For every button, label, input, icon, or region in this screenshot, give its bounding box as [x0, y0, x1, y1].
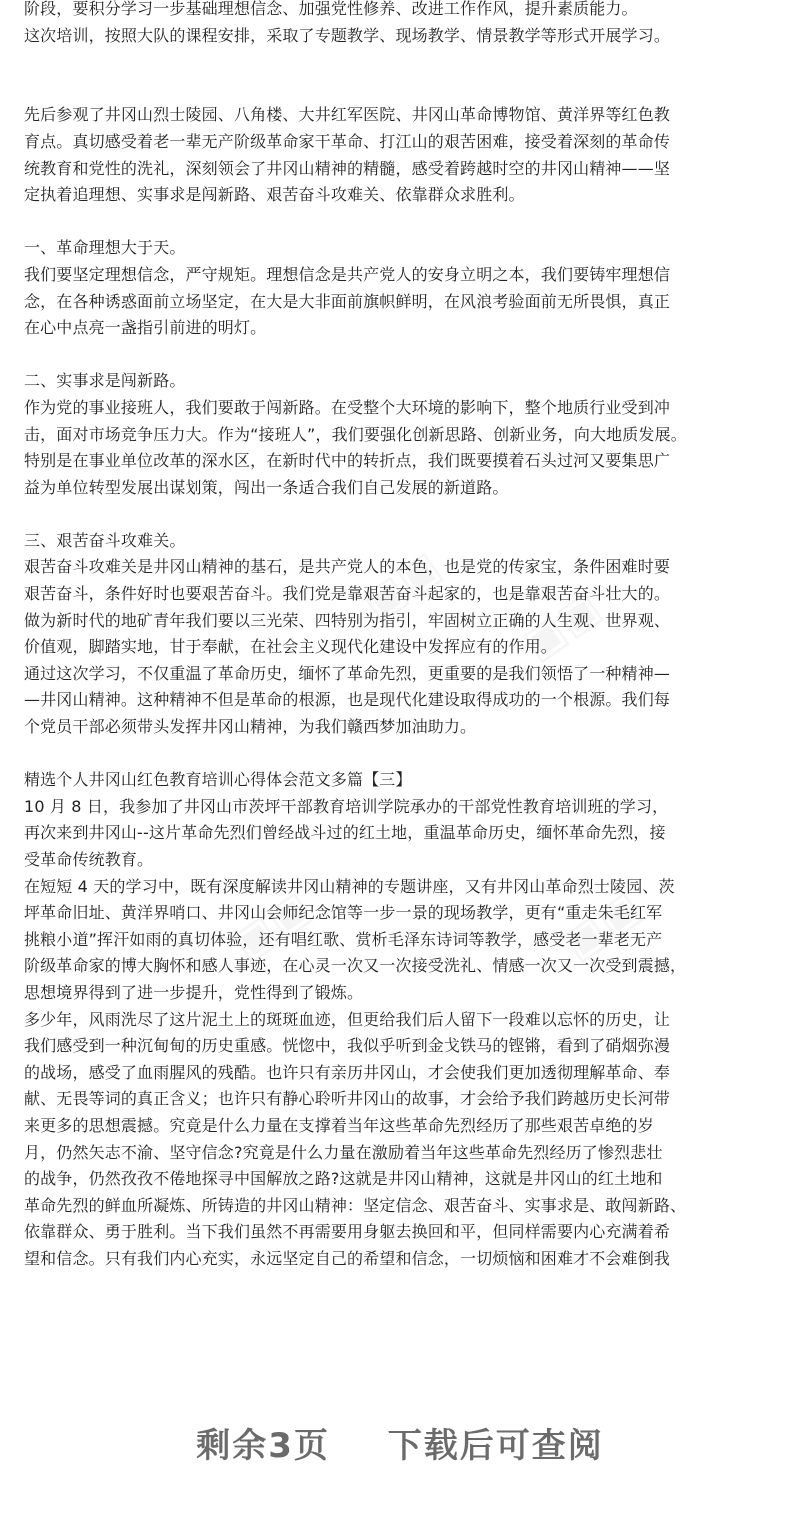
paragraph-line: 在短短 4 天的学习中，既有深度解读井冈山精神的专题讲座，又有井冈山革命烈士陵园、茨: [24, 876, 675, 896]
article-title: 精选个人井冈山红色教育培训心得体会范文多篇【三】: [24, 770, 412, 790]
paragraph-line: 价值观，脚踏实地，甘于奉献，在社会主义现代化建设中发挥应有的作用。: [24, 637, 557, 657]
paragraph-line: 艰苦奋斗攻难关是井冈山精神的基石，是共产党人的本色，也是党的传家宝，条件困难时要: [24, 557, 671, 577]
download-prompt[interactable]: [0, 1418, 800, 1467]
paragraph-line: 受革命传统教育。: [24, 850, 154, 869]
paragraph-line: 击，面对市场竞争压力大。作为“接班人”，我们要强化创新思路、创新业务，向大地质发展。: [24, 424, 687, 444]
paragraph-line: 我们感受到一种沉甸甸的历史重感。恍惚中，我似乎听到金戈铁马的铿锵，看到了硝烟弥漫: [24, 1036, 671, 1056]
paragraph-line: 依靠群众、勇于胜利。当下我们虽然不再需要用身躯去换回和平，但同样需要内心充满着希: [24, 1222, 671, 1242]
paragraph-line: 先后参观了井冈山烈士陵园、八角楼、大井红军医院、井冈山革命博物馆、黄洋界等红色教: [24, 105, 671, 125]
paragraph-line: 多少年，风雨洗尽了这片泥土上的斑斑血迹，但更给我们后人留下一段难以忘怀的历史，让: [24, 1009, 671, 1029]
paragraph-line: 望和信念。只有我们内心充实，永远坚定自己的希望和信念，一切烦恼和困难才不会难倒我: [24, 1248, 671, 1268]
paragraph-line: 坪革命旧址、黄洋界哨口、井冈山会师纪念馆等一步一景的现场教学，更有“重走朱毛红军: [24, 903, 663, 923]
paragraph-line: 益为单位转型发展出谋划策，闯出一条适合我们自己发展的新道路。: [24, 477, 509, 497]
download-to-view-label[interactable]: 下载后可查阅: [387, 1426, 604, 1466]
paragraph-line: 的战争，仍然孜孜不倦地探寻中国解放之路?这就是井冈山精神，这就是井冈山的红土地和: [24, 1169, 663, 1189]
paragraph-line: 统教育和党性的洗礼，深刻领会了井冈山精神的精髓，感受着跨越时空的井冈山精神——坚: [24, 158, 671, 178]
paragraph-line: 献、无畏等词的真正含义；也许只有静心聆听井冈山的故事，才会给予我们跨越历史长河带: [24, 1089, 671, 1109]
paragraph-line: 阶级革命家的博大胸怀和感人事迹，在心灵一次又一次接受洗礼、情感一次又一次受到震撼，: [24, 956, 687, 976]
paragraph-line: 我们要坚定理想信念，严守规矩。理想信念是共产党人的安身立明之本，我们要铸牢理想信: [24, 264, 671, 284]
paragraph-line: 阶段，要积分学习一步基础理想信念、加强党性修养、改进工作作风，提升素质能力。: [24, 0, 638, 18]
paragraph-line: 个党员干部必须带头发挥井冈山精神，为我们赣西梦加油助力。: [24, 717, 477, 737]
paragraph-line: 的战场，感受了血雨腥风的残酷。也许只有亲历井冈山，才会使我们更加透彻理解革命、奉: [24, 1062, 671, 1082]
paragraph-line: 作为党的事业接班人，我们要敢于闯新路。在受整个大环境的影响下，整个地质行业受到冲: [24, 397, 671, 417]
paragraph-line: 做为新时代的地矿青年我们要以三光荣、四特别为指引，牢固树立正确的人生观、世界观、: [24, 610, 671, 630]
paragraph-line: 思想境界得到了进一步提升，党性得到了锻炼。: [24, 982, 364, 1002]
paragraph-line: 10 月 8 日，我参加了井冈山市茨坪干部教育培训学院承办的干部党性教育培训班的学习，: [24, 796, 669, 816]
paragraph-line: 特别是在事业单位改革的深水区，在新时代中的转折点，我们既要摸着石头过河又要集思广: [24, 451, 671, 471]
paragraph-line: 艰苦奋斗，条件好时也要艰苦奋斗。我们党是靠艰苦奋斗起家的，也是靠艰苦奋斗壮大的。: [24, 584, 671, 604]
paragraph-line: 育点。真切感受着老一辈无产阶级革命家干革命、打江山的艰苦困难，接受着深刻的革命传: [24, 131, 671, 151]
section-heading: 一、革命理想大于天。: [24, 238, 186, 258]
remaining-pages-label[interactable]: 剩余3页: [196, 1426, 330, 1466]
paragraph-line: 革命先烈的鲜血所凝炼、所铸造的井冈山精神：坚定信念、艰苦奋斗、实事求是、敢闯新路、: [24, 1195, 687, 1215]
section-heading: 三、艰苦奋斗攻难关。: [24, 530, 186, 550]
paragraph-line: 定执着追理想、实事求是闯新路、艰苦奋斗攻难关、依靠群众求胜利。: [24, 185, 525, 205]
paragraph-line: 通过这次学习，不仅重温了革命历史，缅怀了革命先烈，更重要的是我们领悟了一种精神—: [24, 663, 671, 683]
paragraph-line: 念，在各种诱惑面前立场坚定，在大是大非面前旗帜鲜明，在风浪考验面前无所畏惧，真正: [24, 291, 671, 311]
paragraph-line: —井冈山精神。这种精神不但是革命的根源，也是现代化建设取得成功的一个根源。我们每: [24, 690, 671, 710]
paragraph-line: 这次培训，按照大队的课程安排，采取了专题教学、现场教学、情景教学等形式开展学习。: [24, 25, 671, 45]
paragraph-line: 月，仍然矢志不渝、坚守信念?究竟是什么力量在激励着当年这些革命先烈经历了惨烈悲壮: [24, 1142, 663, 1162]
paragraph-line: 来更多的思想震撼。究竟是什么力量在支撑着当年这些革命先烈经历了那些艰苦卓绝的岁: [24, 1115, 654, 1135]
paragraph-line: 挑粮小道”挥汗如雨的真切体验，还有唱红歌、赏析毛泽东诗词等教学，感受老一辈老无产: [24, 929, 663, 949]
section-heading: 二、实事求是闯新路。: [24, 371, 186, 391]
paragraph-line: 在心中点亮一盏指引前进的明灯。: [24, 318, 267, 338]
paragraph-line: 再次来到井冈山--这片革命先烈们曾经战斗过的红土地，重温革命历史，缅怀革命先烈，接: [24, 823, 666, 843]
document-body: [24, 0, 784, 1273]
